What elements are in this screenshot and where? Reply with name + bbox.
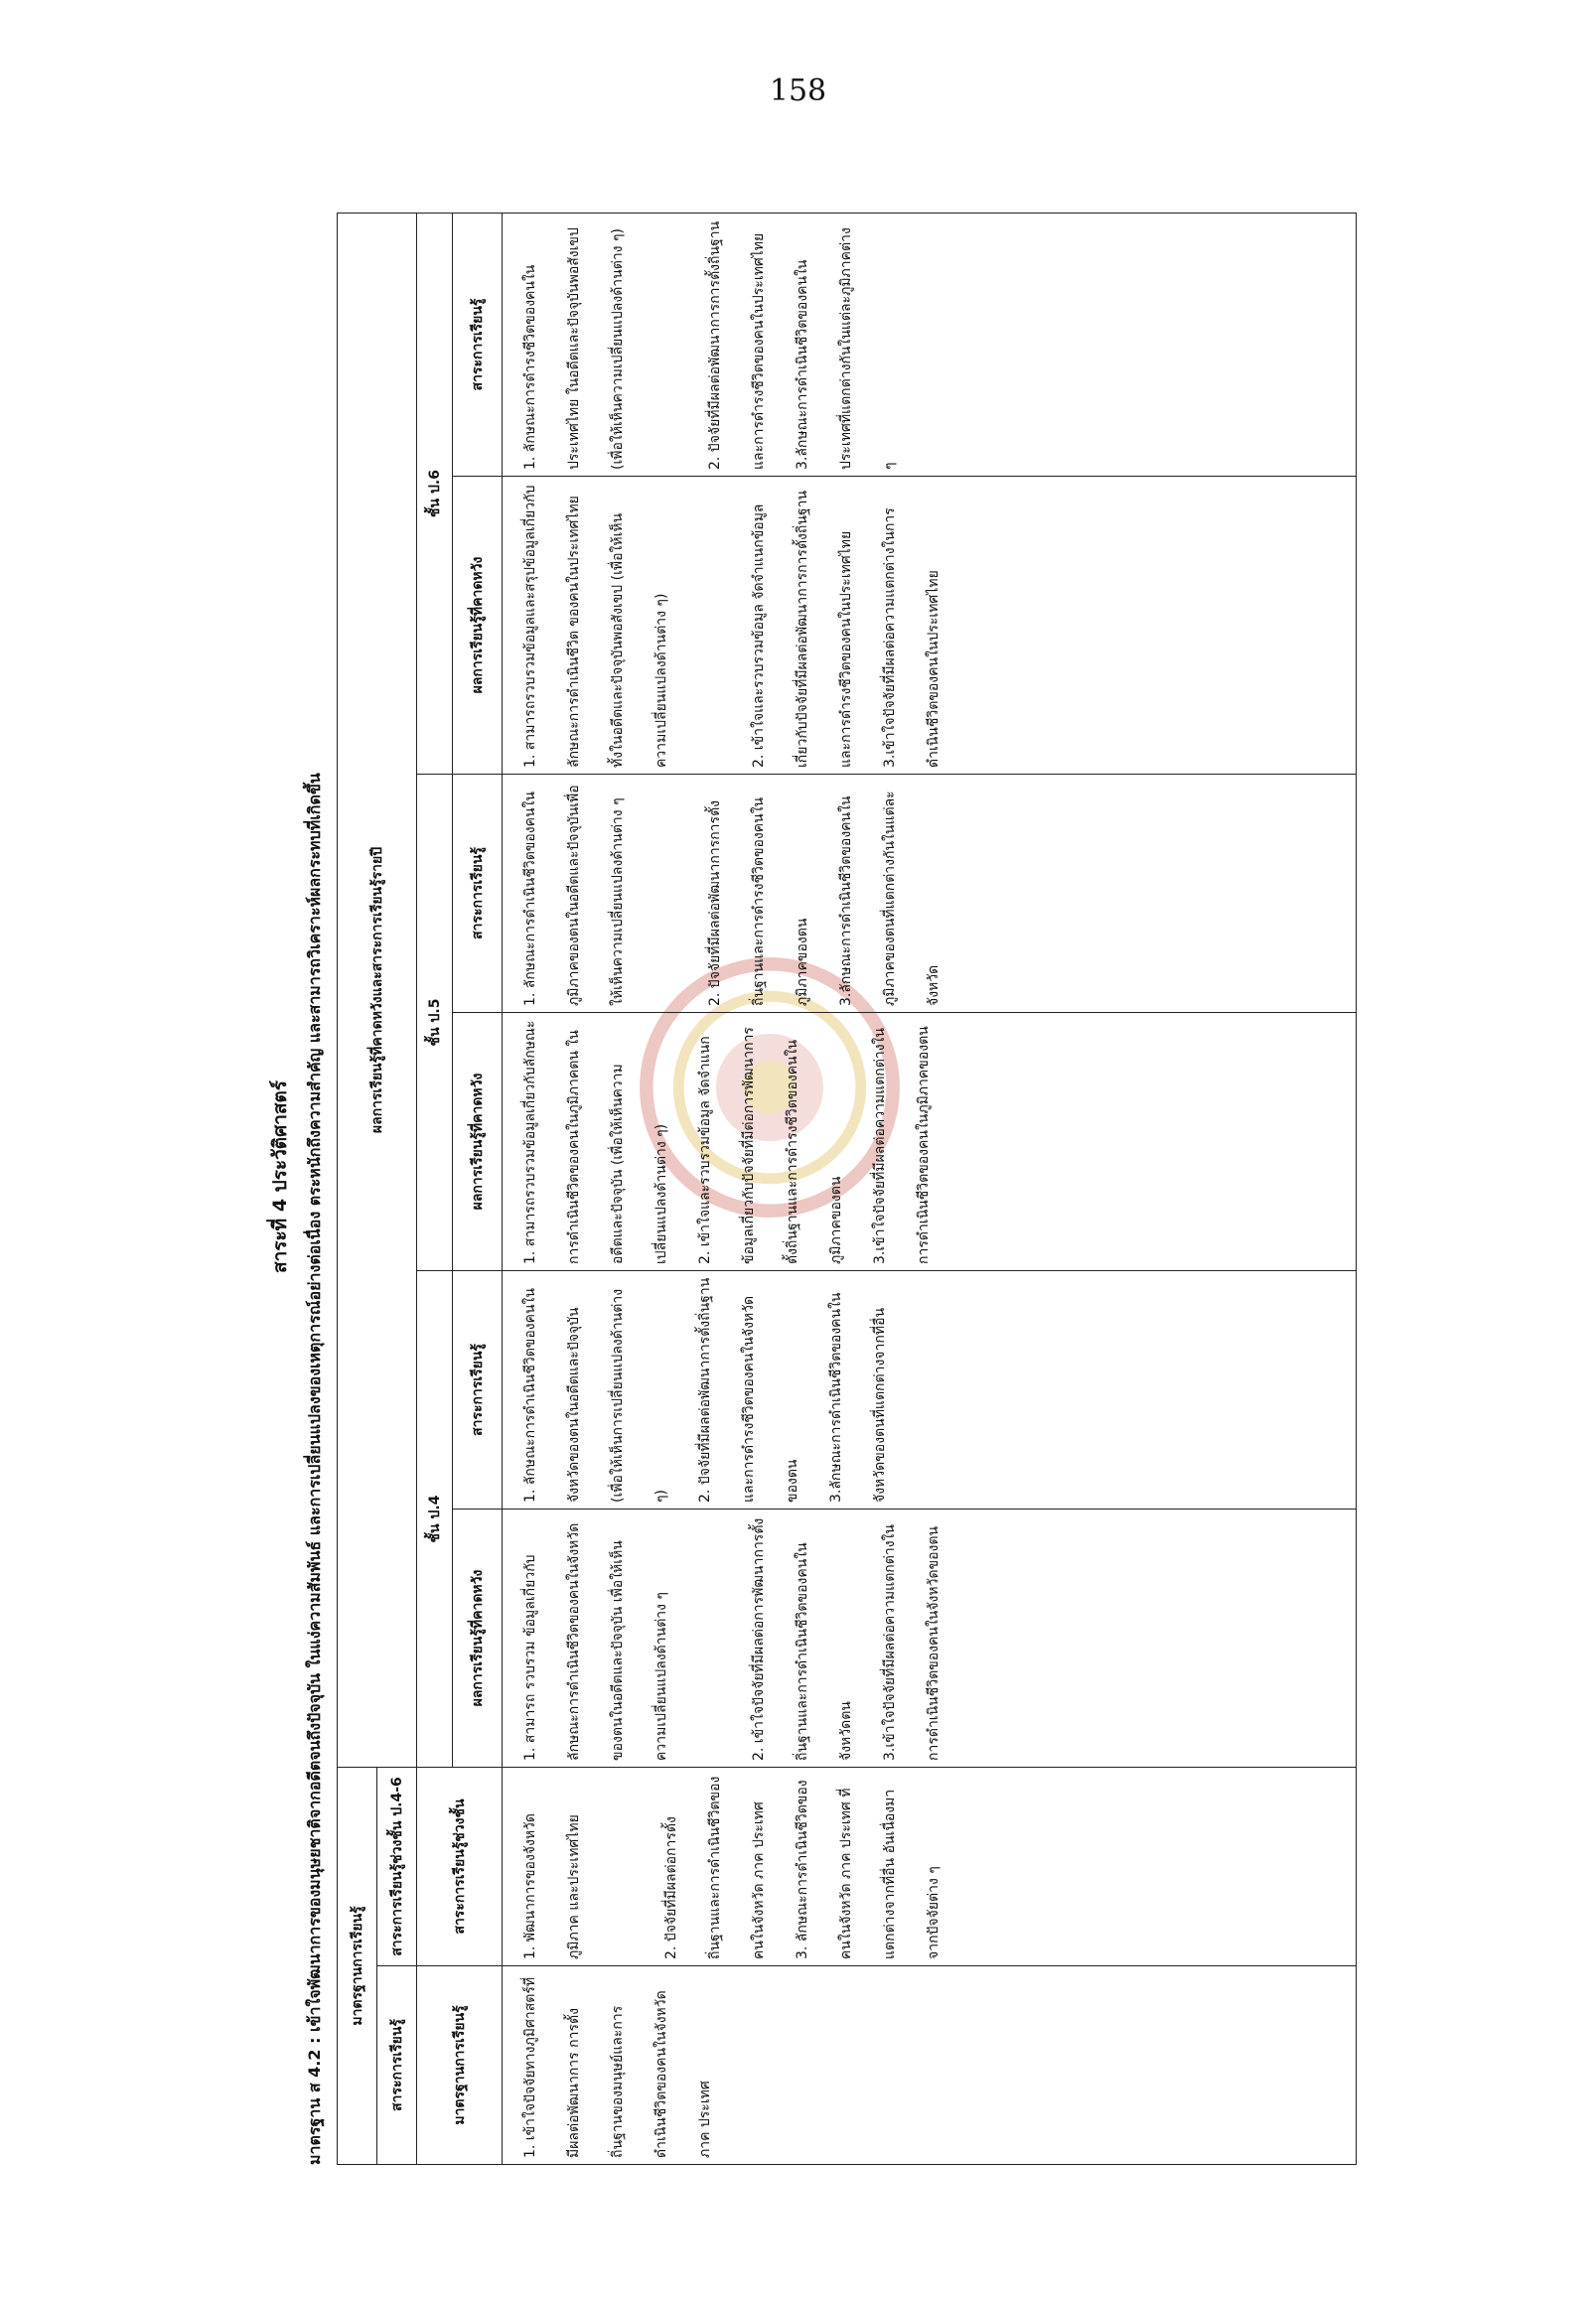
g6-outcome-3: 3.เข้าใจปัจจัยที่มีผลต่อความแตกต่างในการดำเนินชีวิตของคนในประเทศไทย <box>882 507 942 768</box>
g4-outcome-3: 3.เข้าใจปัจจัยที่มีผลต่อความแตกต่างในการดำเนินชีวิตของคนในจังหวัดของตน <box>882 1524 942 1761</box>
header-standards-group: มาตรฐานการเรียนรู้ <box>338 1768 377 2165</box>
span-item-2: 2. ปัจจัยที่มีผลต่อการตั้งถิ่นฐานและการดำเนินชีวิตของคนในจังหวัด ภาค ประเทศ <box>663 1776 767 1959</box>
header-g6-content: สาระการเรียนรู้ <box>453 213 503 476</box>
g4-outcomes-cell <box>503 1510 1357 1768</box>
g5-content-2: 2. ปัจจัยที่มีผลต่อพัฒนาการการตั้งถิ่นฐานและการดำรงชีวิตของคนในภูมิภาคของตน <box>707 796 810 1006</box>
g6-content-cell <box>503 213 1357 476</box>
header-g5-outcomes: ผลการเรียนรู้ที่คาดหวัง <box>453 1013 503 1271</box>
g5-content-3: 3.ลักษณะการดำเนินชีวิตของคนในภูมิภาคของตนที่แตกต่างกันในแต่ละจังหวัด <box>838 791 942 1006</box>
header-outcomes-group: ผลการเรียนรู้ที่คาดหวังและสาระการเรียนรู้รายปี <box>338 213 417 1767</box>
standard-cell <box>503 1966 1357 2165</box>
header-span-content: สาระการเรียนรู้ช่วงชั้น ป.4-6 <box>377 1768 417 1966</box>
header-grade6: ชั้น ป.6 <box>417 213 453 774</box>
header-grade5: ชั้น ป.5 <box>417 775 453 1271</box>
g5-outcome-3: 3.เข้าใจปัจจัยที่มีผลต่อความแตกต่างในการดำเนินชีวิตของคนในภูมิภาคของตน <box>872 1026 932 1264</box>
g6-content-1: 1. ลักษณะการดำรงชีวิตของคนในประเทศไทย ในอดีตและปัจจุบันพอสังเขป (เพื่อให้เห็นความเปลี่ยนแปลงด้านต่าง ๆ) <box>522 227 626 470</box>
header-col-standard: มาตรฐานการเรียนรู้ <box>417 1966 503 2165</box>
g6-content-2: 2. ปัจจัยที่มีผลต่อพัฒนาการการตั้งถิ่นฐานและการดำรงชีวิตของคนในประเทศไทย <box>707 220 767 470</box>
header-g4-content: สาระการเรียนรู้ <box>453 1271 503 1510</box>
g5-outcome-1: 1. สามารถรวบรวมข้อมูลเกี่ยวกับลักษณะการดำเนินชีวิตของคนในภูมิภาคตน ในอดีตและปัจจุบัน (เพื่อให้เห็นความเปลี่ยนแปลงด้านต่าง ๆ) <box>522 1020 669 1264</box>
g4-content-cell <box>503 1271 1357 1510</box>
span-item-3: 3. ลักษณะการดำเนินชีวิตของคนในจังหวัด ภาค ประเทศ ที่แตกต่างจากที่อื่น อันเนื่องมาจากปัจจัยต่าง ๆ <box>795 1780 942 1959</box>
g4-outcome-1: 1. สามารถ รวบรวม ข้อมูลเกี่ยวกับลักษณะการดำเนินชีวิตของคนในจังหวัดของตนในอดีตและปัจจุบัน เพื่อให้เห็นความเปลี่ยนแปลงด้านต่าง ๆ <box>522 1522 669 1761</box>
g4-content-1: 1. ลักษณะการดำเนินชีวิตของคนในจังหวัดของตนในอดีตและปัจจุบัน (เพื่อให้เห็นการเปลี่ยนแปลงด้านต่าง ๆ) <box>522 1288 669 1503</box>
header-standard-content: สาระการเรียนรู้ <box>377 1966 417 2165</box>
g4-content-3: 3.ลักษณะการดำเนินชีวิตของคนในจังหวัดของตนที่แตกต่างจากที่อื่น <box>828 1292 888 1503</box>
g5-outcomes-cell <box>503 1013 1357 1271</box>
standard-text: มาตรฐาน ส 4.2 : เข้าใจพัฒนาการของมนุษยชาติจากอดีตจนถึงปัจจุบัน ในแง่ความสัมพันธ์ และการเปลี่ยนแปลงของเหตุการณ์อย่างต่อเนื่อง ตระหนักถึงความสำคัญ และสามารถวิเคราะห์ผลกระทบที่เกิดขึ้น <box>305 773 324 2165</box>
span-content-cell <box>503 1768 1357 1966</box>
g5-content-cell <box>503 775 1357 1013</box>
g4-outcome-2: 2. เข้าใจปัจจัยที่มีผลต่อการพัฒนาการตั้งถิ่นฐานและการดำเนินชีวิตของคนในจังหวัดตน <box>751 1517 854 1761</box>
header-g5-content: สาระการเรียนรู้ <box>453 775 503 1013</box>
page-number: 158 <box>769 73 827 108</box>
g6-content-3: 3.ลักษณะการดำเนินชีวิตของคนในประเทศที่แตกต่างกันในแต่ละภูมิภาคต่าง ๆ <box>795 227 898 470</box>
curriculum-table <box>337 213 1357 2165</box>
header-grade4: ชั้น ป.4 <box>417 1271 453 1768</box>
header-g6-outcomes: ผลการเรียนรู้ที่คาดหวัง <box>453 477 503 775</box>
g5-outcome-2: 2. เข้าใจและรวบรวมข้อมูล จัดจำแนกข้อมูลเกี่ยวกับปัจจัยที่มีต่อการพัฒนาการตั้งถิ่นฐานและการดำรงชีวิตของคนในภูมิภาคของตน <box>697 1027 844 1264</box>
g6-outcome-2: 2. เข้าใจและรวบรวมข้อมูล จัดจำแนกข้อมูลเกี่ยวกับปัจจัยที่มีผลต่อพัฒนาการการตั้งถิ่นฐานและการดำรงชีวิตของคนในประเทศไทย <box>751 490 854 768</box>
rotated-content <box>263 189 1346 2165</box>
header-g4-outcomes: ผลการเรียนรู้ที่คาดหวัง <box>453 1510 503 1768</box>
g5-content-1: 1. ลักษณะการดำเนินชีวิตของคนในภูมิภาคของตนในอดีตและปัจจุบันเพื่อให้เห็นความเปลี่ยนแปลงด้านต่าง ๆ <box>522 785 626 1006</box>
span-item-1: 1. พัฒนาการของจังหวัด ภูมิภาค และประเทศไทย <box>522 1812 582 1959</box>
standard-item: 1. เข้าใจปัจจัยทางภูมิศาสตร์ที่มีผลต่อพัฒนาการ การตั้งถิ่นฐานของมนุษย์และการดำเนินชีวิตของคนในจังหวัด ภาค ประเทศ <box>522 1976 713 2158</box>
g6-outcomes-cell <box>503 477 1357 775</box>
subject-title: สาระที่ 4 ประวัติศาสตร์ <box>269 1080 291 1273</box>
g4-content-2: 2. ปัจจัยที่มีผลต่อพัฒนาการตั้งถิ่นฐานและการดำรงชีวิตของคนในจังหวัดของตน <box>697 1277 800 1503</box>
g6-outcome-1: 1. สามารถรวบรวมข้อมูลและสรุปข้อมูลเกี่ยวกับลักษณะการดำเนินชีวิต ของคนในประเทศไทย ทั้งในอดีตและปัจจุบันพอสังเขป (เพื่อให้เห็นความเปลี่ยนแปลงด้านต่าง ๆ) <box>522 485 669 768</box>
header-col-span: สาระการเรียนรู้ช่วงชั้น <box>417 1768 503 1966</box>
